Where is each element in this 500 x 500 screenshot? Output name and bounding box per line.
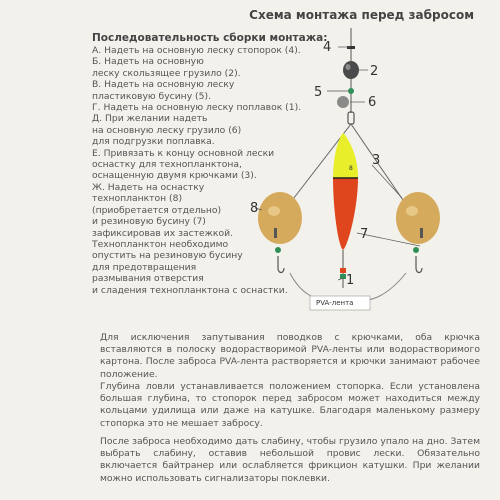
callout-7: 7 (360, 227, 369, 242)
pva-label: PVA-лента (316, 299, 354, 307)
step-line: Б. Надеть на основную (92, 56, 204, 68)
step-line: на основную леску грузило (6) (92, 124, 242, 136)
step-line: А. Надеть на основную леску стопорок (4). (92, 45, 301, 56)
step-line: пластиковую бусину (5). (92, 90, 211, 102)
rubber-bead-right (413, 247, 419, 253)
rig-diagram (230, 28, 500, 328)
sliding-weight (343, 61, 359, 79)
after-cast-paragraph: После заброса необходимо дать слабину, чтобы грузило упало на дно. Затем выбрать слабину, оставив небольшой провис лески. Обязательно включается байтранер или ослабляется фрикцион катушки. При желании можно использовать сигнализаторы поклевки. (100, 436, 480, 484)
hook-right (416, 256, 422, 273)
step-line: Г. Надеть на основную леску поплавок (1). (92, 102, 302, 114)
pva-hook-wire-right (365, 273, 406, 300)
callout-line (372, 165, 402, 198)
snap-left (274, 228, 277, 238)
plastic-bead (348, 88, 354, 94)
pva-paragraph: Для исключения запутывания поводков с крючками, оба крючка вставляются в полоску водорастворимой PVA-ленты или водорастворимого картона. После заброса PVA-лента растворяется и крючки занимают рабочее положение. (100, 332, 480, 380)
cork-left (258, 192, 302, 244)
callout-2: 2 (370, 64, 379, 79)
step-line: и резиновую бусину (7) (92, 216, 206, 228)
callout-8: 8 (250, 201, 259, 216)
callout-4: 4 (323, 40, 332, 55)
step-line: зафиксировав их застежкой. (92, 227, 233, 239)
step-line: для предотвращения (92, 261, 197, 273)
step-line: размывания отверстия (92, 273, 204, 285)
step-line: В. Надеть на основную леску (92, 79, 235, 91)
step-line: и сладения технопланктона с оснастки. (92, 284, 288, 296)
callout-3: 3 (372, 153, 381, 168)
float-marking: 8 (349, 165, 353, 172)
step-line: Е. Привязать к концу основной лески (92, 147, 275, 159)
callout-5: 5 (314, 85, 323, 100)
cork-right (396, 192, 440, 244)
page-title: Схема монтажа перед забросом (249, 8, 474, 22)
snap-right (420, 228, 423, 238)
extra-weight (337, 96, 349, 108)
step-line: (приобретается отдельно) (92, 204, 222, 216)
hook-left (278, 256, 284, 273)
stopper (347, 46, 355, 49)
step-line: для подгрузки поплавка. (92, 136, 215, 148)
step-line: Технопланктон необходимо (92, 238, 229, 250)
step-line: леску скользящее грузило (2). (92, 67, 241, 79)
cork-left-highlight (268, 206, 280, 216)
weight-highlight (346, 64, 351, 70)
float-bottom (333, 178, 358, 250)
rubber-bead-left (275, 247, 281, 253)
assembly-heading: Последовательность сборки монтажа: (92, 32, 328, 44)
step-line: Д. При желании надеть (92, 113, 208, 125)
step-line: опустить на резиновую бусину (92, 250, 243, 262)
callout-6: 6 (368, 95, 377, 110)
depth-paragraph: Глубина ловли устанавливается положением стопорка. Если установлена большая глубина, то стопорок перед забросом может находиться между кольцами удилища или даже на катушке. Благодаря маленькому размеру стопорка это не мешает забросу. (100, 381, 480, 429)
step-line: оснастку для технопланктона, (92, 159, 242, 171)
callout-1: 1 (346, 273, 355, 288)
step-line: оснащенную двумя крючками (3). (92, 170, 257, 182)
float-top (333, 133, 358, 178)
step-line: технопланктон (8) (92, 193, 183, 205)
cork-right-highlight (406, 206, 418, 216)
step-line: Ж. Надеть на оснастку (92, 181, 205, 193)
swivel (348, 112, 354, 124)
